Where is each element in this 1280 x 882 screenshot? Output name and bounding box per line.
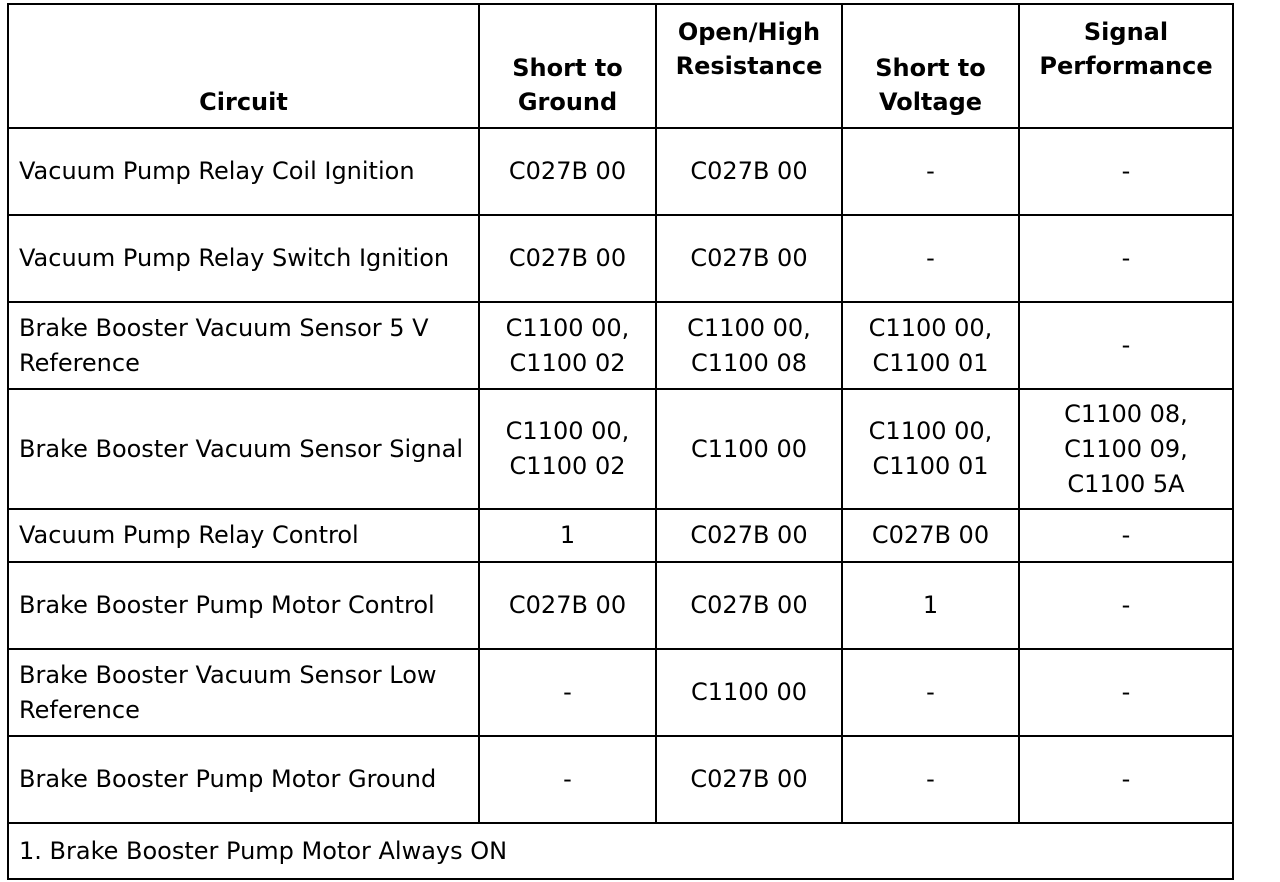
circuit-name: Vacuum Pump Relay Control [8, 509, 479, 562]
table-row [8, 649, 1233, 736]
table-row [8, 509, 1233, 562]
short-to-ground-code: 1 [479, 509, 656, 562]
signal-performance-code: - [1019, 302, 1233, 389]
table-row [8, 389, 1233, 509]
signal-performance-code: - [1019, 509, 1233, 562]
short-to-ground-code: C027B 00 [479, 215, 656, 302]
circuit-name: Brake Booster Pump Motor Ground [8, 736, 479, 823]
circuit-name: Vacuum Pump Relay Switch Ignition [8, 215, 479, 302]
short-to-voltage-code: C1100 00, C1100 01 [842, 302, 1019, 389]
short-to-ground-code: C1100 00, C1100 02 [479, 389, 656, 509]
header-short-to-voltage: Short to Voltage [842, 4, 1019, 128]
short-to-ground-code: - [479, 736, 656, 823]
short-to-voltage-code: - [842, 128, 1019, 215]
table-row [8, 215, 1233, 302]
header-row [8, 4, 1233, 128]
signal-performance-code: - [1019, 736, 1233, 823]
signal-performance-code: - [1019, 649, 1233, 736]
open-high-resistance-code: C1100 00 [656, 389, 842, 509]
open-high-resistance-code: C027B 00 [656, 128, 842, 215]
signal-performance-code: C1100 08, C1100 09, C1100 5A [1019, 389, 1233, 509]
short-to-ground-code: C027B 00 [479, 128, 656, 215]
short-to-ground-code: - [479, 649, 656, 736]
short-to-voltage-code: - [842, 736, 1019, 823]
circuit-name: Vacuum Pump Relay Coil Ignition [8, 128, 479, 215]
open-high-resistance-code: C027B 00 [656, 562, 842, 649]
header-open-high-resistance: Open/High Resistance [656, 4, 842, 128]
short-to-voltage-code: 1 [842, 562, 1019, 649]
signal-performance-code: - [1019, 215, 1233, 302]
open-high-resistance-code: C027B 00 [656, 509, 842, 562]
circuit-name: Brake Booster Vacuum Sensor Low Reference [8, 649, 479, 736]
footnote: 1. Brake Booster Pump Motor Always ON [8, 823, 1233, 879]
table-row [8, 562, 1233, 649]
header-signal-performance: Signal Performance [1019, 4, 1233, 128]
open-high-resistance-code: C1100 00 [656, 649, 842, 736]
short-to-voltage-code: - [842, 215, 1019, 302]
table-row [8, 736, 1233, 823]
open-high-resistance-code: C1100 00, C1100 08 [656, 302, 842, 389]
table-row [8, 302, 1233, 389]
table-row [8, 128, 1233, 215]
circuit-name: Brake Booster Pump Motor Control [8, 562, 479, 649]
header-circuit: Circuit [8, 4, 479, 128]
header-short-to-ground: Short to Ground [479, 4, 656, 128]
signal-performance-code: - [1019, 128, 1233, 215]
short-to-voltage-code: C1100 00, C1100 01 [842, 389, 1019, 509]
signal-performance-code: - [1019, 562, 1233, 649]
dtc-circuit-table [7, 3, 1234, 880]
open-high-resistance-code: C027B 00 [656, 215, 842, 302]
short-to-voltage-code: - [842, 649, 1019, 736]
short-to-ground-code: C1100 00, C1100 02 [479, 302, 656, 389]
footnote-row [8, 823, 1233, 879]
open-high-resistance-code: C027B 00 [656, 736, 842, 823]
circuit-name: Brake Booster Vacuum Sensor 5 V Reference [8, 302, 479, 389]
circuit-name: Brake Booster Vacuum Sensor Signal [8, 389, 479, 509]
short-to-ground-code: C027B 00 [479, 562, 656, 649]
short-to-voltage-code: C027B 00 [842, 509, 1019, 562]
